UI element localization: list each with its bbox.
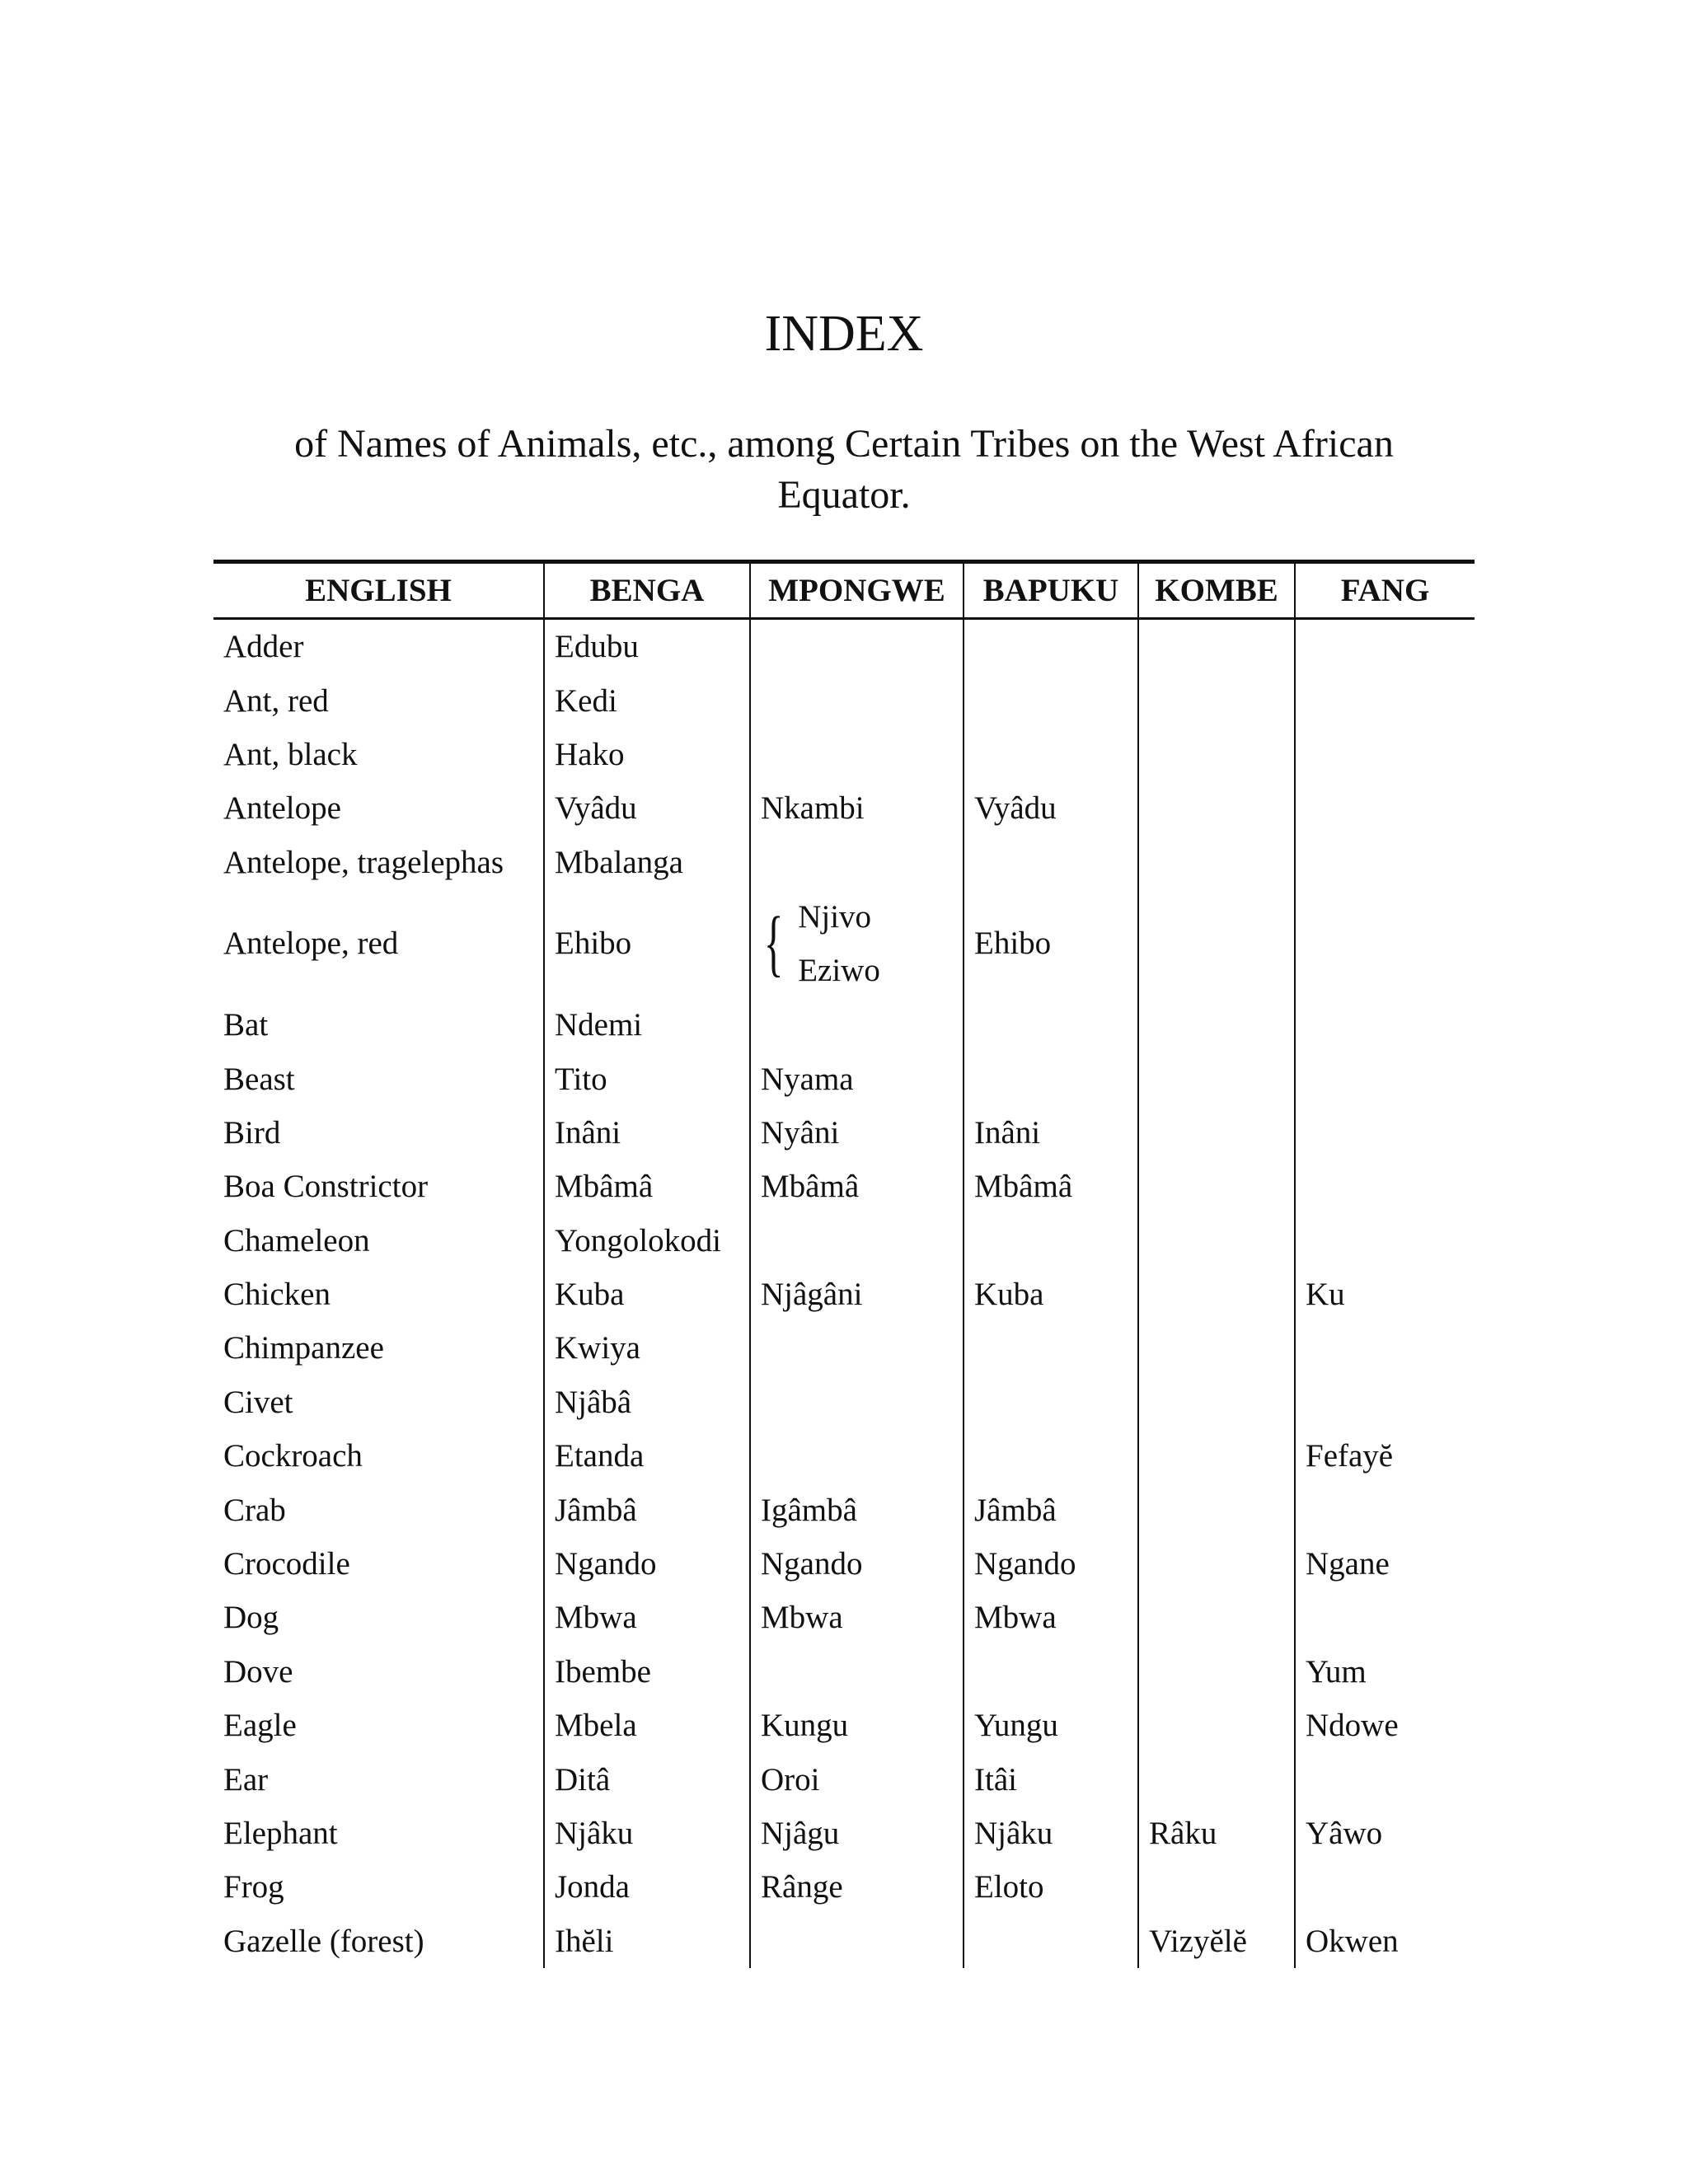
cell-bapuku: Ehibo [964,889,1138,998]
cell-kombe [1138,1160,1295,1213]
cell-mpongwe [750,1376,964,1429]
cell-kombe [1138,1052,1295,1105]
table-body [213,619,1475,1968]
cell-fang: Yum [1295,1645,1475,1699]
cell-fang [1295,1376,1475,1429]
cell-mpongwe [750,1645,964,1699]
table-row [213,1268,1475,1321]
cell-fang [1295,1052,1475,1105]
cell-english: Bird [223,1114,281,1151]
cell-fang [1295,836,1475,889]
cell-fang [1295,781,1475,835]
curly-brace-icon: { [763,902,784,984]
cell-bapuku: Njâku [964,1807,1138,1860]
cell-english: Frog [223,1869,284,1905]
cell-kombe [1138,1376,1295,1429]
table-row [213,1214,1475,1268]
cell-mpongwe: Ngando [750,1537,964,1591]
table-row [213,1483,1475,1536]
cell-mpongwe: Nyama [750,1052,964,1105]
cell-fang [1295,1752,1475,1806]
cell-kombe [1138,836,1295,889]
cell-kombe [1138,1591,1295,1644]
cell-english: Dove [223,1653,293,1690]
cell-bapuku: Itâi [964,1752,1138,1806]
cell-kombe [1138,1321,1295,1375]
column-header-english: ENGLISH [305,573,452,608]
cell-kombe [1138,998,1295,1052]
cell-bapuku: Vyâdu [964,781,1138,835]
table-row [213,1860,1475,1914]
cell-fang [1295,1106,1475,1160]
cell-kombe [1138,1699,1295,1752]
cell-kombe [1138,889,1295,998]
cell-mpongwe: Mbâmâ [750,1160,964,1213]
cell-mpongwe: Nyâni [750,1106,964,1160]
cell-benga: Ndemi [544,998,750,1052]
cell-fang [1295,728,1475,781]
cell-bapuku: Jâmbâ [964,1483,1138,1536]
cell-mpongwe [750,836,964,889]
table-row [213,619,1475,674]
cell-fang: Yâwo [1295,1807,1475,1860]
cell-english: Antelope, red [223,926,399,962]
cell-kombe [1138,1860,1295,1914]
cell-fang: Ku [1295,1268,1475,1321]
cell-benga: Edubu [544,619,750,674]
table-row [213,781,1475,835]
cell-benga: Mbâmâ [544,1160,750,1213]
cell-mpongwe: Oroi [750,1752,964,1806]
cell-bapuku [964,728,1138,781]
cell-english: Bat [223,1007,269,1043]
page-subtitle: of Names of Animals, etc., among Certain Tribes on the West African Equator. [294,422,1394,517]
cell-kombe [1138,1268,1295,1321]
alternate-name: Njivo [798,898,872,935]
cell-english: Beast [223,1061,295,1097]
cell-benga: Ihĕli [544,1915,750,1968]
cell-fang [1295,1214,1475,1268]
cell-benga: Etanda [544,1429,750,1483]
cell-kombe [1138,1106,1295,1160]
cell-english: Chicken [223,1277,331,1313]
column-header-benga: BENGA [544,562,750,619]
cell-english: Ant, black [223,736,358,772]
cell-mpongwe [750,728,964,781]
cell-fang [1295,1483,1475,1536]
cell-english: Crab [223,1492,286,1528]
cell-benga: Hako [544,728,750,781]
cell-bapuku [964,1052,1138,1105]
cell-english: Antelope, tragelephas [223,844,504,880]
cell-bapuku: Inâni [964,1106,1138,1160]
table-row [213,1429,1475,1483]
cell-mpongwe: Mbwa [750,1591,964,1644]
cell-benga: Ibembe [544,1645,750,1699]
table-row [213,1645,1475,1699]
cell-benga: Mbwa [544,1591,750,1644]
cell-fang [1295,998,1475,1052]
table-row [213,1052,1475,1105]
cell-mpongwe [750,1915,964,1968]
cell-fang [1295,673,1475,727]
cell-bapuku [964,1429,1138,1483]
cell-mpongwe [750,673,964,727]
cell-bapuku [964,1376,1138,1429]
cell-kombe: Râku [1138,1807,1295,1860]
cell-mpongwe [750,1214,964,1268]
cell-bapuku [964,1321,1138,1375]
cell-benga: Njâku [544,1807,750,1860]
column-header-mpongwe: MPONGWE [750,562,964,619]
cell-kombe [1138,728,1295,781]
cell-mpongwe [750,619,964,674]
table-row [213,1160,1475,1213]
cell-bapuku: Kuba [964,1268,1138,1321]
table-header-row [213,562,1475,619]
table-row [213,1915,1475,1968]
cell-kombe [1138,1537,1295,1591]
cell-benga: Vyâdu [544,781,750,835]
cell-mpongwe [750,998,964,1052]
table-row [213,1376,1475,1429]
column-header-kombe: KOMBE [1138,562,1295,619]
cell-benga: Ditâ [544,1752,750,1806]
cell-mpongwe: Igâmbâ [750,1483,964,1536]
table-row [213,1699,1475,1752]
cell-mpongwe: Njâgu [750,1807,964,1860]
cell-benga: Jonda [544,1860,750,1914]
cell-benga: Tito [544,1052,750,1105]
cell-kombe [1138,781,1295,835]
cell-english: Ant, red [223,682,329,719]
cell-bapuku [964,673,1138,727]
cell-mpongwe: Rânge [750,1860,964,1914]
cell-fang [1295,619,1475,674]
cell-benga: Yongolokodi [544,1214,750,1268]
cell-fang [1295,1160,1475,1213]
cell-benga: Kuba [544,1268,750,1321]
cell-kombe [1138,673,1295,727]
cell-bapuku: Mbâmâ [964,1160,1138,1213]
cell-mpongwe [750,1321,964,1375]
cell-fang: Fefayĕ [1295,1429,1475,1483]
cell-mpongwe: Nkambi [750,781,964,835]
cell-mpongwe: Njâgâni [750,1268,964,1321]
cell-kombe [1138,1429,1295,1483]
cell-english: Ear [223,1761,269,1797]
cell-fang [1295,889,1475,998]
table-row [213,673,1475,727]
cell-benga: Mbela [544,1699,750,1752]
cell-fang [1295,1321,1475,1375]
cell-english: Eagle [223,1708,297,1744]
column-header-bapuku: BAPUKU [964,562,1138,619]
cell-mpongwe [750,889,964,998]
cell-english: Cockroach [223,1438,363,1474]
alternate-name: Eziwo [798,952,880,988]
cell-benga: Kedi [544,673,750,727]
cell-kombe: Vizyĕlĕ [1138,1915,1295,1968]
cell-fang [1295,1860,1475,1914]
cell-bapuku [964,619,1138,674]
cell-english: Dog [223,1600,279,1636]
cell-bapuku [964,1214,1138,1268]
table-row [213,836,1475,889]
table-row [213,1321,1475,1375]
cell-english: Antelope [223,790,341,827]
table-row [213,1752,1475,1806]
animal-names-table [213,560,1475,1968]
cell-english: Crocodile [223,1546,350,1582]
cell-fang [1295,1591,1475,1644]
cell-bapuku: Eloto [964,1860,1138,1914]
table-row [213,1807,1475,1860]
cell-english: Adder [223,629,304,665]
table-row [213,1106,1475,1160]
cell-kombe [1138,1483,1295,1536]
cell-bapuku [964,1645,1138,1699]
table-row [213,1537,1475,1591]
cell-mpongwe: Kungu [750,1699,964,1752]
cell-benga: Ehibo [544,889,750,998]
cell-benga: Inâni [544,1106,750,1160]
cell-mpongwe [750,1429,964,1483]
cell-english: Chameleon [223,1222,370,1258]
cell-bapuku [964,1915,1138,1968]
table-row [213,889,1475,998]
cell-kombe [1138,1214,1295,1268]
table-row [213,998,1475,1052]
cell-benga: Mbalanga [544,836,750,889]
cell-fang: Okwen [1295,1915,1475,1968]
page-title: INDEX [764,306,924,362]
cell-bapuku: Yungu [964,1699,1138,1752]
cell-benga: Jâmbâ [544,1483,750,1536]
cell-benga: Njâbâ [544,1376,750,1429]
cell-fang: Ngane [1295,1537,1475,1591]
cell-kombe [1138,1752,1295,1806]
cell-bapuku: Ngando [964,1537,1138,1591]
cell-english: Chimpanzee [223,1330,384,1366]
cell-kombe [1138,619,1295,674]
cell-bapuku [964,836,1138,889]
cell-english: Gazelle (forest) [223,1923,424,1959]
cell-benga: Ngando [544,1537,750,1591]
table-row [213,728,1475,781]
cell-bapuku: Mbwa [964,1591,1138,1644]
cell-kombe [1138,1645,1295,1699]
cell-fang: Ndowe [1295,1699,1475,1752]
cell-benga: Kwiya [544,1321,750,1375]
cell-english: Civet [223,1384,293,1420]
cell-english: Elephant [223,1816,338,1851]
column-header-fang: FANG [1295,562,1475,619]
table-row [213,1591,1475,1644]
cell-english: Boa Constrictor [223,1169,429,1205]
cell-bapuku [964,998,1138,1052]
